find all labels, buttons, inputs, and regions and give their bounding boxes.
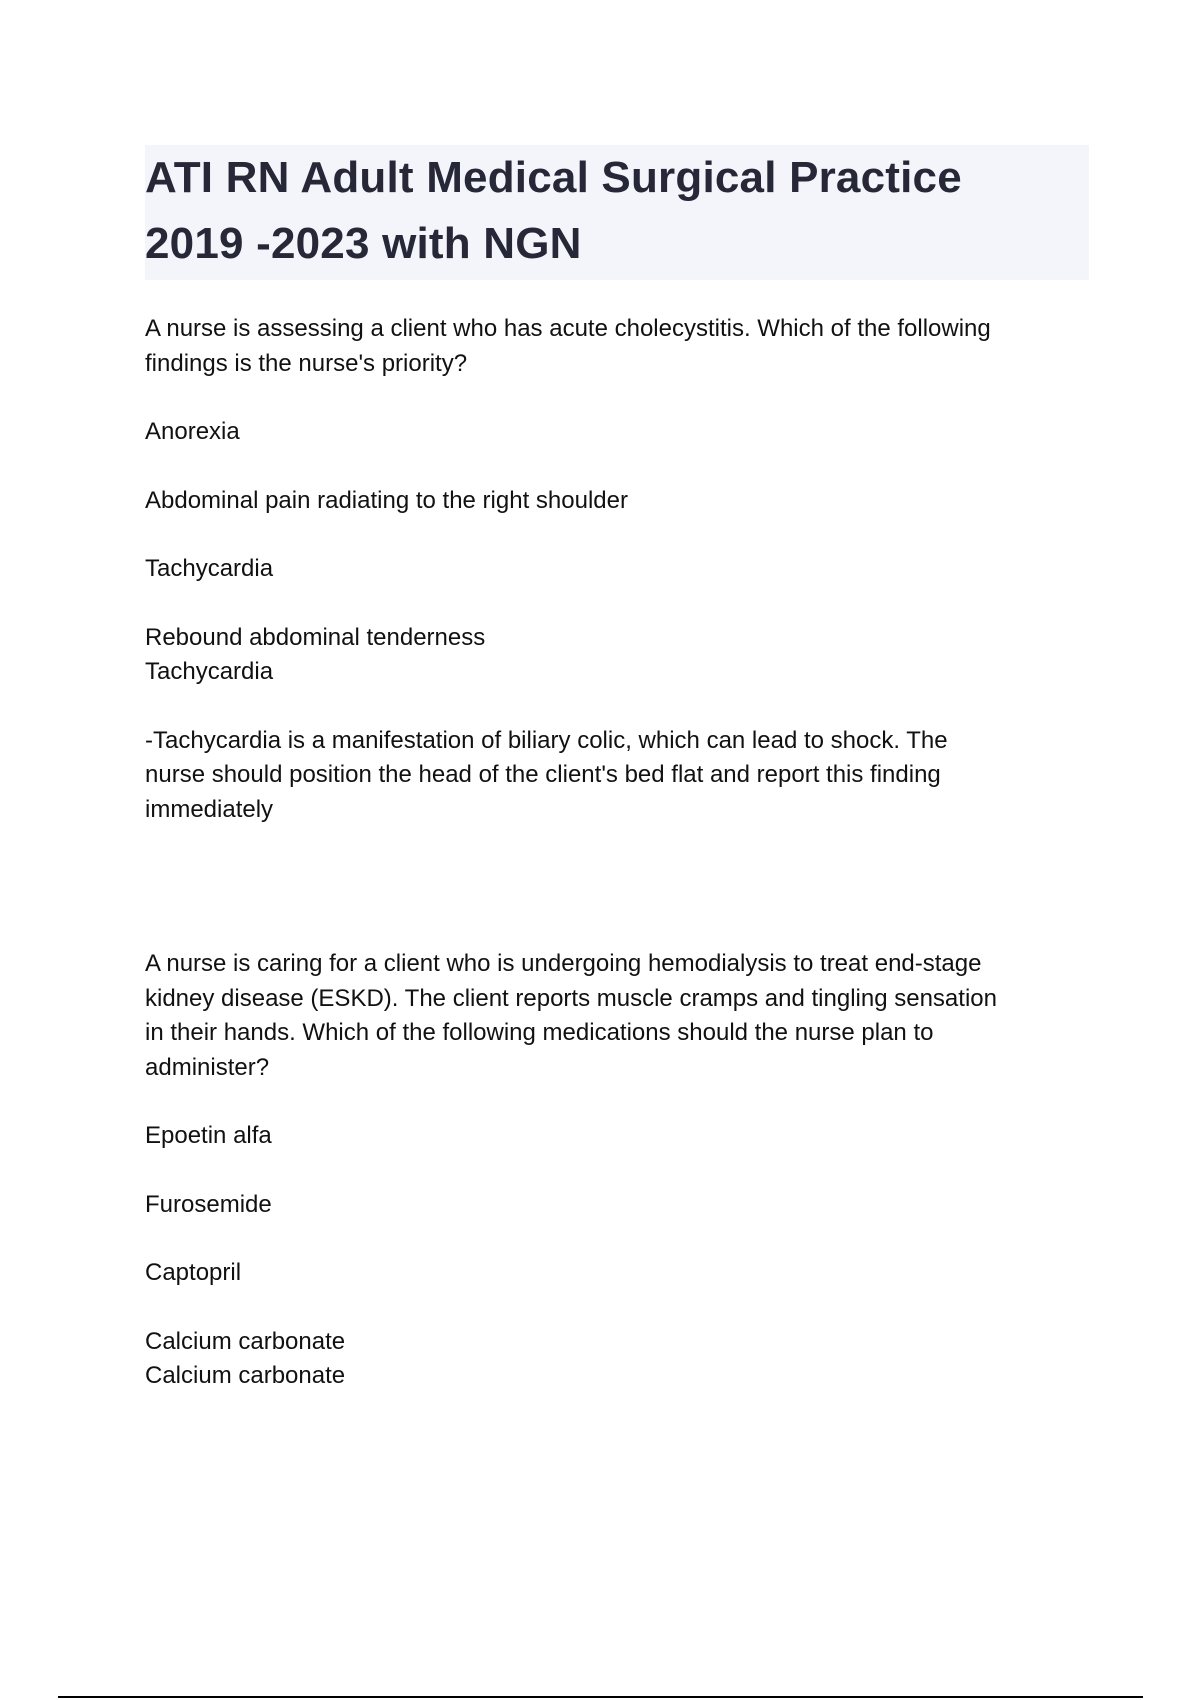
correct-answer: Calcium carbonate [145, 1362, 346, 1389]
answer-option: Tachycardia [145, 555, 274, 582]
answer-option: Abdominal pain radiating to the right shoulder [145, 486, 628, 514]
question-stem [145, 312, 1085, 381]
option-and-answer [145, 621, 1085, 690]
question-stem-line: findings is the nurse's priority? [145, 349, 468, 377]
footer-divider [58, 1696, 1143, 1698]
question-stem-line: A nurse is assessing a client who has acute cholecystitis. Which of the following [145, 315, 991, 342]
answer-option: Anorexia [145, 418, 240, 445]
explanation-line: nurse should position the head of the client's bed flat and report this finding [145, 761, 941, 788]
question-stem-line: kidney disease (ESKD). The client reports muscle cramps and tingling sensation [145, 984, 997, 1012]
explanation-line: -Tachycardia is a manifestation of biliary colic, which can lead to shock. The [145, 726, 948, 754]
document-title [145, 145, 1089, 277]
question-stem-line: administer? [145, 1053, 270, 1081]
answer-option: Calcium carbonate [145, 1327, 346, 1355]
title-line: 2019 -2023 with NGN [145, 219, 582, 268]
answer-option: Epoetin alfa [145, 1122, 272, 1149]
answer-option: Captopril [145, 1259, 242, 1286]
question-stem-line: A nurse is caring for a client who is undergoing hemodialysis to treat end-stage [145, 950, 982, 977]
title-line: ATI RN Adult Medical Surgical Practice [145, 153, 962, 202]
correct-answer: Tachycardia [145, 658, 274, 685]
question-stem-line: in their hands. Which of the following medications should the nurse plan to [145, 1019, 934, 1046]
question-stem [145, 947, 1085, 1085]
title-banner [145, 145, 1089, 280]
option-and-answer [145, 1325, 1085, 1394]
answer-option: Rebound abdominal tenderness [145, 623, 486, 651]
explanation-line: immediately [145, 795, 274, 823]
document-body [145, 312, 1085, 1428]
answer-option: Furosemide [145, 1190, 272, 1218]
answer-explanation [145, 724, 1085, 828]
question-1 [145, 312, 1085, 827]
question-2 [145, 947, 1085, 1394]
